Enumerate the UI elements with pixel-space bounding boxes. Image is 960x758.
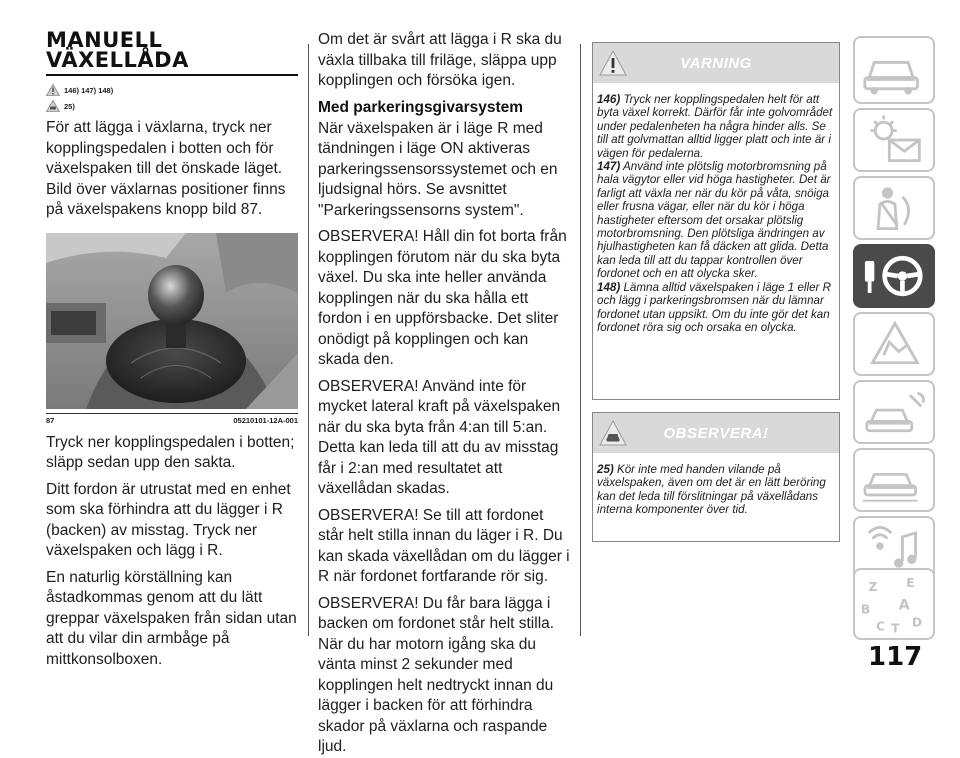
column-divider-1: [308, 44, 309, 636]
title-line1: MANUELL: [46, 28, 163, 52]
note-item-25-text: Kör inte med handen vilande på växelspaken, även om det är en lätt beröring kan det leda till förslitningar på växellådans interna komponenter över tid.: [597, 463, 826, 517]
emergency-triangle-icon: [855, 314, 933, 374]
warning-item-147-num: 147): [597, 160, 621, 174]
warning-item-146-text: Tryck ner kopplingspedalen helt för att byta växel korrekt. Därför får inte golvområdet under pedalenheten ha några hinder alls. Se till att golvmattan alltid ligger platt och inte är i vägen för pedalerna.: [597, 93, 833, 160]
section-title: [46, 30, 298, 70]
title-line2: VÄXELLÅDA: [46, 48, 189, 72]
paragraph-difficult: Om det är svårt att lägga i R ska du växla tillbaka till friläge, släppa upp kopplingen och försöka igen.: [318, 31, 562, 89]
index-letter-t: T: [891, 621, 900, 636]
note-refs: [46, 100, 298, 112]
gear-lever-photo: [46, 233, 298, 409]
warning-box: [592, 42, 840, 400]
index-letter-b: B: [860, 602, 871, 617]
warning-box-body: [593, 83, 839, 344]
subheading-parking: Med parkeringsgivarsystem: [318, 98, 524, 116]
warning-item-148-text: Lämna alltid växelspaken i läge 1 eller R och lägg i parkeringsbromsen när du lämnar fordonet utan uppsikt. Om du inte gör det kan fordonet röra sig och orsaka en olycka.: [597, 280, 831, 334]
index-letter-c: C: [876, 619, 886, 634]
note-box-title: OBSERVERA!: [663, 424, 769, 442]
paragraph-obs-3: OBSERVERA! Se till att fordonet står helt stilla innan du läger i R. Du kan skada växellådan om du lägger i R när fordonet fortfarande rör sig.: [318, 506, 570, 585]
paragraph-obs-4: OBSERVERA! Du får bara lägga i backen om fordonet står helt stilla. När du har motorn igång ska du vänta minst 2 sekunder med kopplingen helt nedtryckt innan du lägger i backen för att förhindra skador på växlarna och raspande ljud.: [318, 594, 555, 755]
paragraph-parking: När växelspaken är i läge R med tändningen i läge ON aktiveras parkeringssensorssystemet och en ljudsignal hörs. Se avsnittet "Parkeringssensorns system".: [318, 119, 558, 219]
warning-box-title: VARNING: [680, 54, 752, 72]
figure-number: 87: [46, 415, 55, 425]
car-note-icon: [46, 100, 60, 112]
paragraph-reverse-3: En naturlig körställning kan åstadkommas genom att du lätt greppar växelspaken från sidan utan att du vilar din armbåge på mittkonsolboxen.: [46, 568, 297, 668]
warning-item-148: [597, 281, 835, 335]
tab-starting-driving[interactable]: [853, 244, 935, 308]
note-item-25: [597, 463, 835, 517]
index-letter-d: D: [911, 615, 923, 630]
alphabet-index-icon: [855, 570, 933, 638]
column-left: [46, 30, 298, 670]
warning-refs-text: 146) 147) 148): [64, 85, 114, 95]
car-dashboard-icon: [855, 38, 933, 102]
tab-index[interactable]: [853, 568, 935, 640]
note-refs-text: 25): [64, 101, 75, 111]
note-box: [592, 412, 840, 542]
tab-warning-lights[interactable]: [853, 108, 935, 172]
tab-maintenance[interactable]: [853, 380, 935, 444]
gear-lever-image: [46, 233, 298, 409]
tab-safety[interactable]: [853, 176, 935, 240]
tab-dashboard[interactable]: [853, 36, 935, 104]
car-specs-icon: [855, 450, 933, 510]
warning-item-146-num: 146): [597, 93, 621, 106]
note-box-body: [593, 453, 839, 541]
paragraph-reverse-1: Tryck ner kopplingspedalen i botten; släpp sedan upp den sakta.: [46, 433, 295, 471]
warning-item-147-text: Använd inte plötslig motorbromsning på hala vägytor eller vid höga hastigheter. Det är farligt att växla ner när du kör på våta, snöiga eller frusna vägar, eller när du kör i höga hastigheter eftersom det orsakar plötslig motorbromsning. Den plötsliga ändringen av hjulhastigheten kan få däcken att glida. Detta kan leda till att du tappar kontrollen över fordonet och en att olycka sker.: [597, 160, 831, 281]
paragraph-obs-1: OBSERVERA! Håll din fot borta från kopplingen förutom när du ska byta växel. Du ska inte heller använda kopplingen när du ska hålla ett fordon i en uppförsbacke. Det sliter onödigt på kopplingen och kan skada den.: [318, 228, 567, 368]
warning-item-147: [597, 160, 835, 281]
warning-triangle-icon: [46, 84, 60, 96]
warning-item-148-num: 148): [597, 280, 621, 294]
warning-item-146: [597, 93, 835, 160]
car-note-icon: [599, 420, 627, 446]
seatbelt-airbag-icon: [855, 178, 933, 238]
warning-box-header: [593, 43, 839, 83]
index-letter-e: E: [906, 576, 915, 590]
warning-lights-icon: [855, 110, 933, 170]
column-middle: [318, 30, 572, 758]
figure-caption: [46, 413, 298, 425]
warning-refs: [46, 84, 298, 96]
index-letter-a: A: [898, 597, 910, 614]
column-divider-2: [580, 44, 581, 636]
paragraph-obs-2: OBSERVERA! Använd inte för mycket lateral kraft på växelspaken när du ska byta från 4:an till 5:an. Detta kan leda till att du av misstag får i 2:an med resultatet att växellådan skadas.: [318, 377, 561, 497]
warning-triangle-icon: [599, 50, 627, 76]
note-item-25-num: 25): [597, 463, 614, 476]
wrench-car-icon: [855, 382, 933, 442]
page-number: 117: [868, 642, 923, 672]
tab-emergency[interactable]: [853, 312, 935, 376]
paragraph-reverse-2: Ditt fordon är utrustat med en enhet som ska förhindra att du lägger i R (backen) av misstag. Tryck ner växelspaken och lägg i R.: [46, 480, 291, 559]
column-right: [592, 42, 840, 542]
key-steering-wheel-icon: [855, 246, 933, 306]
intro-paragraph: För att lägga i växlarna, tryck ner kopplingspedalen i botten och för växelspaken till det önskade läget. Bild över växlarnas positioner finns på växelspakens knopp bild 87.: [46, 119, 286, 218]
note-box-header: [593, 413, 839, 453]
index-letter-z: Z: [868, 579, 878, 594]
title-rule: [46, 74, 298, 76]
tab-technical-data[interactable]: [853, 448, 935, 512]
figure-code: 05210101-12A-001: [233, 415, 298, 425]
